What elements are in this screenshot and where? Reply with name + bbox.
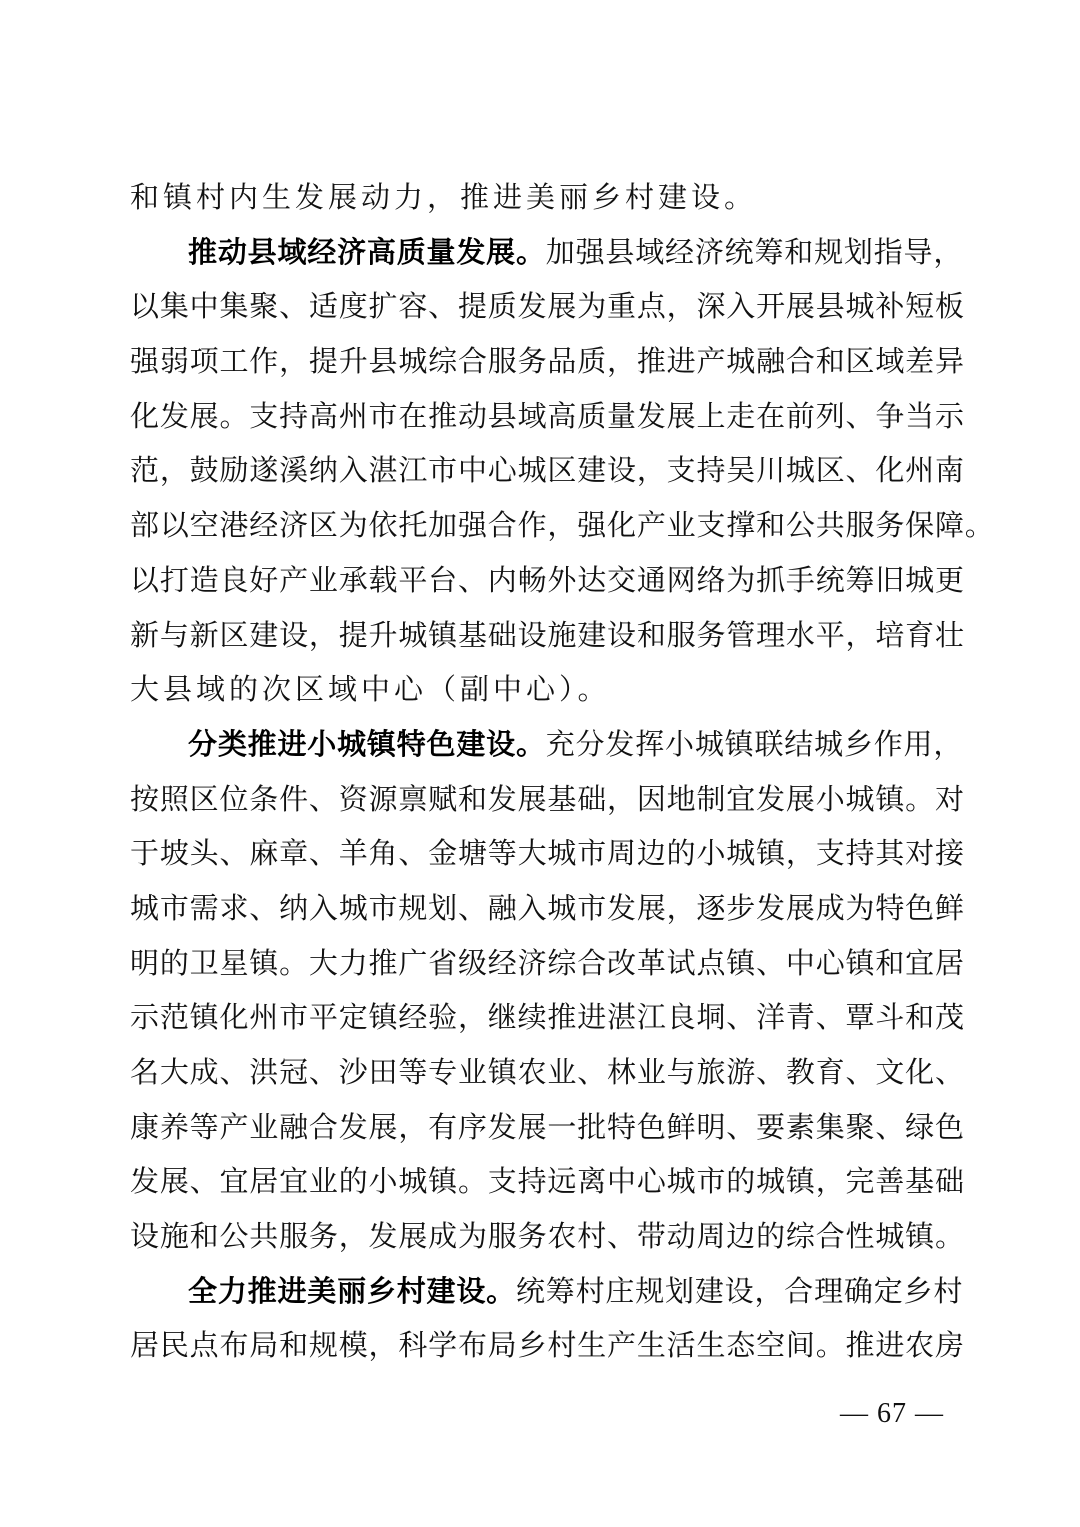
text-line: 明 的 卫 星 镇 。 大 力 推 广 省 级 经 济 综 合 改 革 试 点 镇 、 中 心 镇 和 宜 居 xyxy=(130,945,965,980)
text-line xyxy=(130,170,950,225)
section-heading-line: 全 力 推 进 美 丽 乡 村 建 设 。 统 筹 村 庄 规 划 建 设 ， 合 理 确 定 乡 村 xyxy=(188,1273,964,1308)
line-text: 大县域的次区域中心（副中心）。 xyxy=(130,672,611,707)
text-line: 化 发 展 。 支 持 高 州 市 在 推 动 县 域 高 质 量 发 展 上 走 在 前 列 、 争 当 示 xyxy=(130,398,965,433)
section-heading-line: 推 动 县 域 经 济 高 质 量 发 展 。 加 强 县 域 经 济 统 筹 和 规 划 指 导 ， xyxy=(188,234,964,269)
text-line: 部 以 空 港 经 济 区 为 依 托 加 强 合 作 ， 强 化 产 业 支 撑 和 公 共 服 务 保 障 。 xyxy=(130,508,995,543)
text-line: 范 ， 鼓 励 遂 溪 纳 入 湛 江 市 中 心 城 区 建 设 ， 支 持 吴 川 城 区 、 化 州 南 xyxy=(130,453,965,488)
page-number: — 67 — xyxy=(840,1398,944,1429)
text-line: 以 集 中 集 聚 、 适 度 扩 容 、 提 质 发 展 为 重 点 ， 深 入 开 展 县 城 补 短 板 xyxy=(130,289,965,324)
text-line: 于 坡 头 、 麻 章 、 羊 角 、 金 塘 等 大 城 市 周 边 的 小 城 镇 ， 支 持 其 对 接 xyxy=(130,836,965,871)
text-line xyxy=(130,662,950,717)
text-line: 强 弱 项 工 作 ， 提 升 县 城 综 合 服 务 品 质 ， 推 进 产 城 融 合 和 区 域 差 异 xyxy=(130,344,965,379)
text-line: 以 打 造 良 好 产 业 承 载 平 台 、 内 畅 外 达 交 通 网 络 为 抓 手 统 筹 旧 城 更 xyxy=(130,562,965,597)
text-line: 按 照 区 位 条 件 、 资 源 禀 赋 和 发 展 基 础 ， 因 地 制 宜 发 展 小 城 镇 。 对 xyxy=(130,781,965,816)
body-text xyxy=(130,170,995,1373)
text-line: 康 养 等 产 业 融 合 发 展 ， 有 序 发 展 一 批 特 色 鲜 明 、 要 素 集 聚 、 绿 色 xyxy=(130,1109,965,1144)
text-line: 发 展 、 宜 居 宜 业 的 小 城 镇 。 支 持 远 离 中 心 城 市 的 城 镇 ， 完 善 基 础 xyxy=(130,1164,965,1199)
text-line: 新 与 新 区 建 设 ， 提 升 城 镇 基 础 设 施 建 设 和 服 务 管 理 水 平 ， 培 育 壮 xyxy=(130,617,965,652)
text-line: 名 大 成 、 洪 冠 、 沙 田 等 专 业 镇 农 业 、 林 业 与 旅 游 、 教 育 、 文 化 、 xyxy=(130,1055,965,1089)
line-text: 和镇村内生发展动力，推进美丽乡村建设。 xyxy=(130,180,758,214)
text-line: 示 范 镇 化 州 市 平 定 镇 经 验 ， 继 续 推 进 湛 江 良 垌 、 洋 青 、 覃 斗 和 茂 xyxy=(130,1000,965,1035)
text-line: 设 施 和 公 共 服 务 ， 发 展 成 为 服 务 农 村 、 带 动 周 边 的 综 合 性 城 镇 。 xyxy=(130,1219,965,1254)
section-heading-line: 分 类 推 进 小 城 镇 特 色 建 设 。 充 分 发 挥 小 城 镇 联 结 城 乡 作 用 ， xyxy=(188,726,964,761)
text-line: 城 市 需 求 、 纳 入 城 市 规 划 、 融 入 城 市 发 展 ， 逐 步 发 展 成 为 特 色 鲜 xyxy=(130,890,965,925)
text-line: 居 民 点 布 局 和 规 模 ， 科 学 布 局 乡 村 生 产 生 活 生 态 空 间 。 推 进 农 房 xyxy=(130,1328,965,1363)
